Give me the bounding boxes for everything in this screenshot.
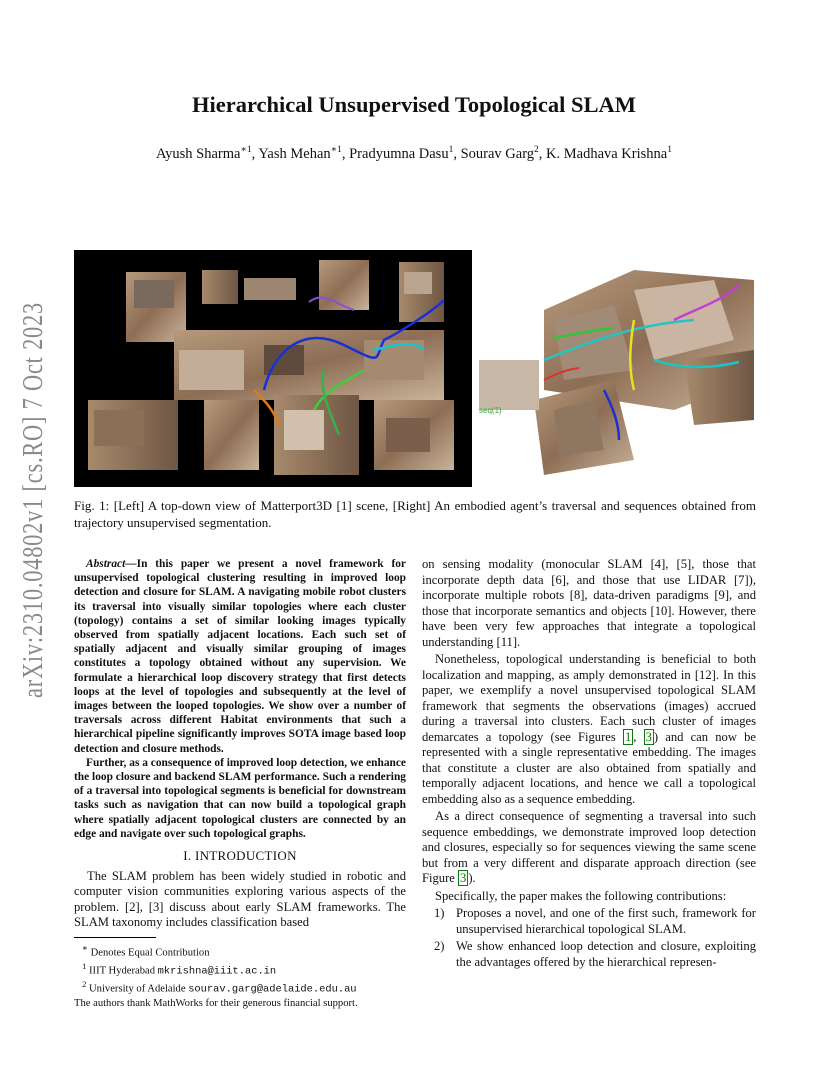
author-name: K. Madhava Krishna — [546, 145, 668, 162]
footnotes — [74, 942, 414, 1010]
author-affiliation: 2 — [534, 145, 539, 155]
right-paragraph-4: Specifically, the paper makes the following contributions: — [435, 888, 727, 903]
seq1-label: seq(1) — [479, 406, 502, 415]
author-name: Yash Mehan — [258, 145, 331, 162]
traversal-3d-image — [479, 270, 754, 475]
author-name: Ayush Sharma — [156, 145, 241, 162]
section-heading-introduction: I. INTRODUCTION — [183, 848, 297, 864]
author-affiliation: ∗1 — [240, 145, 252, 155]
author-affiliation: 1 — [448, 145, 454, 155]
right-column — [422, 557, 756, 972]
abstract-paragraph-2: Further, as a consequence of improved loop detection, we enhance the loop closure and backend SLAM performance. Such a rendering of a traversal into topological segments is beneficial for downstream tasks such as navigation that can now build a topological graph where spatially adjacent topological clusters are connected by an edge and navigate over such topological graphs. — [74, 756, 406, 840]
author-list: Ayush Sharma$^{∗1}$, Yash Mehan$^{∗1}$, Pradyumna Dasu$^1$, Sourav Garg$^2$, K. Madhava Krishna$^1$ — [156, 145, 672, 162]
list-item: 2) We show enhanced loop detection and closure, exploiting the advantages offered by the hierarchical represen- — [434, 939, 756, 969]
paper-title: Hierarchical Unsupervised Topological SLAM — [192, 92, 636, 117]
right-paragraph-3: As a direct consequence of segmenting a traversal into such sequence embeddings, we demonstrate improved loop detection and closures, especially so for sequences viewing the same scene but from a very different and disparate approach direction (see Figure 3 ). — [422, 809, 756, 885]
figure-ref-1[interactable]: 1 — [624, 729, 632, 744]
author-name: Sourav Garg — [460, 145, 535, 162]
footnote-3: $^2$ University of Adelaide sourav.garg@adelaide.edu.au — [81, 979, 357, 996]
figure-ref-3[interactable]: 3 — [645, 729, 652, 744]
list-item: 1) Proposes a novel, and one of the first such, framework for unsupervised hierarchical topological SLAM. — [434, 906, 756, 936]
figure-ref-3b[interactable]: 3 — [460, 871, 467, 885]
email-sourav[interactable]: sourav.garg@adelaide.edu.au — [188, 983, 357, 996]
figure-1 — [74, 250, 756, 490]
contribution-list — [422, 906, 756, 970]
abstract-paragraph-1 — [74, 557, 406, 756]
email-mkrishna[interactable]: mkrishna@iiit.ac.in — [157, 965, 277, 978]
author-affiliation: ∗1 — [330, 145, 342, 155]
footnote-4: The authors thank MathWorks for their generous financial support. — [74, 997, 358, 1009]
footnote-1: ∗ Denotes Equal Contribution — [81, 943, 210, 959]
footnote-2: $^1$ IIIT Hyderabad mkrishna@iiit.ac.in — [81, 960, 277, 978]
intro-paragraph-1: The SLAM problem has been widely studied in robotic and computer vision communities exploring various aspects of the problem. [2], [3] discuss about early SLAM frameworks. The SLAM taxonomy includes classification based — [74, 868, 406, 930]
abstract-lead: Abstract— — [86, 558, 137, 570]
figure-caption: Fig. 1: [Left] A top-down view of Matterport3D [1] scene, [Right] An embodied agent’s traversal and sequences obtained from trajectory unsupervised segmentation. — [74, 498, 756, 530]
author-affiliation: 1 — [667, 145, 672, 155]
topdown-map-image — [74, 250, 472, 487]
abstract — [74, 557, 406, 841]
footnote-rule — [74, 937, 156, 938]
right-paragraph-2: Nonetheless, topological understanding is beneficial to both localization and mapping, as amply demonstrated in [12]. In this paper, we exemplify a novel unsupervised topological SLAM framework that segments the observations (images) accrued during a traversal into clusters. Each such cluster of images demarcates a topology (see Figures 1 , 3 ) and can now be represented with a single representative embedding. The images that constitute a cluster are also obtained from spatially and temporally adjacent locations, and hence we call a topological embedding also as a sequence embedding. — [422, 652, 756, 806]
arxiv-stamp-text: arXiv:2310.04802v1 [cs.RO] 7 Oct 2023 — [18, 300, 49, 698]
right-paragraph-1: on sensing modality (monocular SLAM [4], [5], those that incorporate depth data [6], and those that use LIDAR [7]), incorporate multiple robots [8], data-driven paradigms [9], and those that incorporate semantics and objects [10]. However, there have been very few approaches that integrate a topological understanding [11]. — [422, 557, 756, 649]
author-name: Pradyumna Dasu — [349, 145, 449, 162]
abstract-text-1: In this paper we present a novel framework for unsupervised topological clustering resulting in improved loop detection and closure for SLAM. A navigating mobile robot clusters its traversal into visually similar topologies where each cluster (topology) contains a set of similar looking images typically observed from spatially adjacent locations. Each such set of spatially adjacent and visually similar grouping of images constitutes a topology obtained without any supervision. We formulate a hierarchical loop discovery strategy that first detects loops at the level of topologies and subsequently at the level of images between the looped topologies. We show over a number of traversals across different Habitat environments that such a hierarchical pipeline significantly improves SOTA image based loop detection and closure methods. — [74, 558, 406, 755]
arxiv-side-stamp — [12, 300, 52, 700]
left-column — [74, 557, 406, 932]
